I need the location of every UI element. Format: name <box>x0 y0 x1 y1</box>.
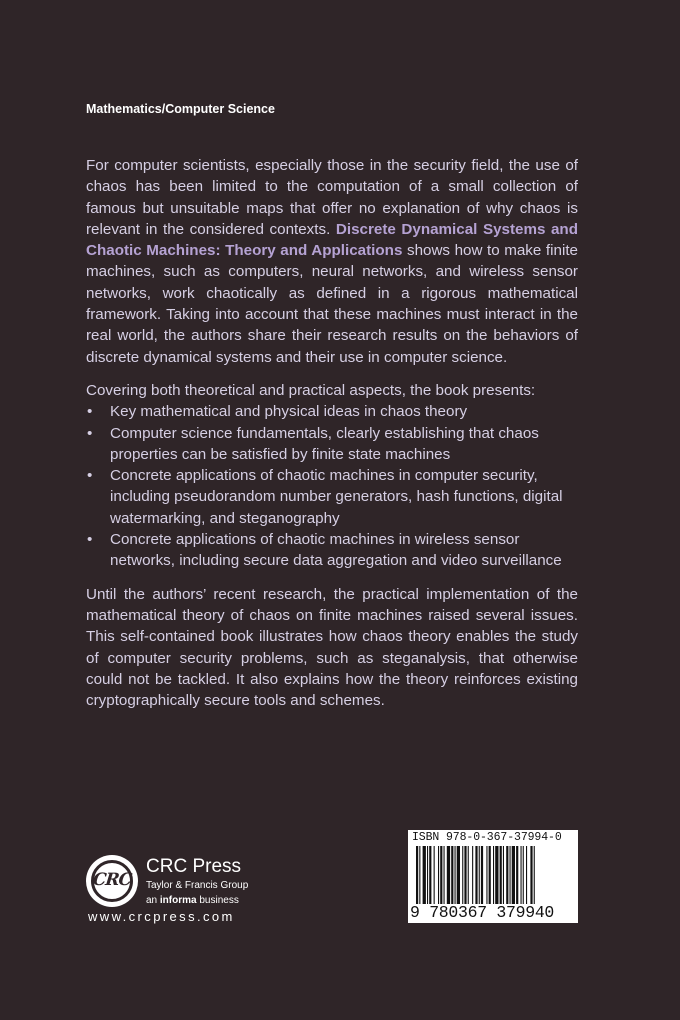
barcode-bar <box>526 846 527 904</box>
isbn-barcode <box>408 830 578 923</box>
list-item <box>86 423 578 466</box>
barcode-bar <box>468 846 469 904</box>
category-label: Mathematics/Computer Science <box>86 102 275 116</box>
barcode-bar <box>438 846 439 904</box>
barcode-bar <box>506 846 508 904</box>
barcode-bar <box>419 846 420 904</box>
barcode-bar <box>512 846 515 904</box>
barcode-bar <box>423 846 426 904</box>
intro-text: For computer scientists, especially those in the security field, the use of chaos has been limited to the computation of a small collection of famous but unsuitable maps that offer no explanation of why chaos is relevant in the considered contexts. <box>86 157 578 238</box>
barcode-bar <box>472 846 473 904</box>
barcode-bar <box>475 846 477 904</box>
barcode-bar <box>489 846 491 904</box>
barcode-bar <box>434 846 435 904</box>
publisher-group: Taylor & Francis Group <box>146 880 249 891</box>
barcode-bar <box>495 846 498 904</box>
bullet-icon: • <box>87 531 93 549</box>
list-item <box>86 465 578 529</box>
barcode-bar <box>444 846 445 904</box>
isbn-label: ISBN 978-0-367-37994-0 <box>412 831 562 844</box>
barcode-bar <box>427 846 428 904</box>
barcode-bar <box>481 846 483 904</box>
publisher-name: CRC Press <box>146 856 242 877</box>
barcode-bar <box>521 846 522 904</box>
bullet-icon: • <box>87 424 93 442</box>
back-cover-blurb <box>86 155 578 723</box>
barcode-bar <box>534 846 535 904</box>
list-item-text: Key mathematical and physical ideas in chaos theory <box>110 403 468 421</box>
closing-paragraph: Until the authors’ recent research, the practical implementation of the mathematical theory of chaos on finite machines raised several issues. This self-contained book illustrates how chaos theory enables the study of computer security problems, such as steganalysis, that otherwise could not be tackled. It also explains how the theory reinforces existing cryptographically secure tools and schemes. <box>86 585 578 710</box>
contents-list <box>86 401 578 571</box>
barcode-bar <box>451 846 453 904</box>
barcode-bar <box>500 846 502 904</box>
bullet-icon: • <box>87 403 93 421</box>
barcode-bar <box>440 846 442 904</box>
intro-text-continued: shows how to make finite machines, such as computers, neural networks, and wireless sensor networks, work chaotically as defined in a rigorous mathematical framework. Taking into account that these machines must interact in the real world, the authors share their research results on the behaviors of discrete dynamical systems and their use in computer science. <box>86 242 578 366</box>
publisher-url: www.crcpress.com <box>88 909 235 924</box>
barcode-bar <box>447 846 450 904</box>
barcode-bar <box>429 846 431 904</box>
barcode-bar <box>464 846 466 904</box>
bullet-icon: • <box>87 467 93 485</box>
barcode-bar <box>530 846 532 904</box>
barcode-bar <box>416 846 418 904</box>
barcode-bar <box>457 846 460 904</box>
barcode-bar <box>479 846 480 904</box>
list-item <box>86 529 578 572</box>
list-item <box>86 401 578 422</box>
barcode-number: 9 780367 379940 <box>410 903 555 922</box>
barcode-bar <box>493 846 494 904</box>
barcode-bar <box>455 846 456 904</box>
logo-text: CRC <box>91 870 133 890</box>
list-item-text: Concrete applications of chaotic machines in wireless sensor networks, including secure data aggregation and video surveillance <box>110 531 562 570</box>
list-item-text: Computer science fundamentals, clearly establishing that chaos properties can be satisfied by finite state machines <box>110 424 539 463</box>
contents-intro: Covering both theoretical and practical aspects, the book presents: <box>86 381 536 399</box>
barcode-bar <box>486 846 487 904</box>
barcode-bar <box>462 846 463 904</box>
publisher-informa: an informa business <box>146 895 239 906</box>
barcode-bar <box>503 846 504 904</box>
intro-paragraph <box>86 155 578 368</box>
barcode-bar <box>523 846 524 904</box>
barcode-bar <box>516 846 518 904</box>
barcode-bars-icon <box>416 846 570 904</box>
barcode-bar <box>510 846 511 904</box>
list-item-text: Concrete applications of chaotic machines in computer security, including pseudorandom number generators, hash functions, digital watermarking, and steganography <box>110 467 563 527</box>
book-title: Discrete Dynamical Systems and Chaotic Machines: Theory and Applications <box>86 220 578 260</box>
crc-logo-icon <box>86 855 138 907</box>
